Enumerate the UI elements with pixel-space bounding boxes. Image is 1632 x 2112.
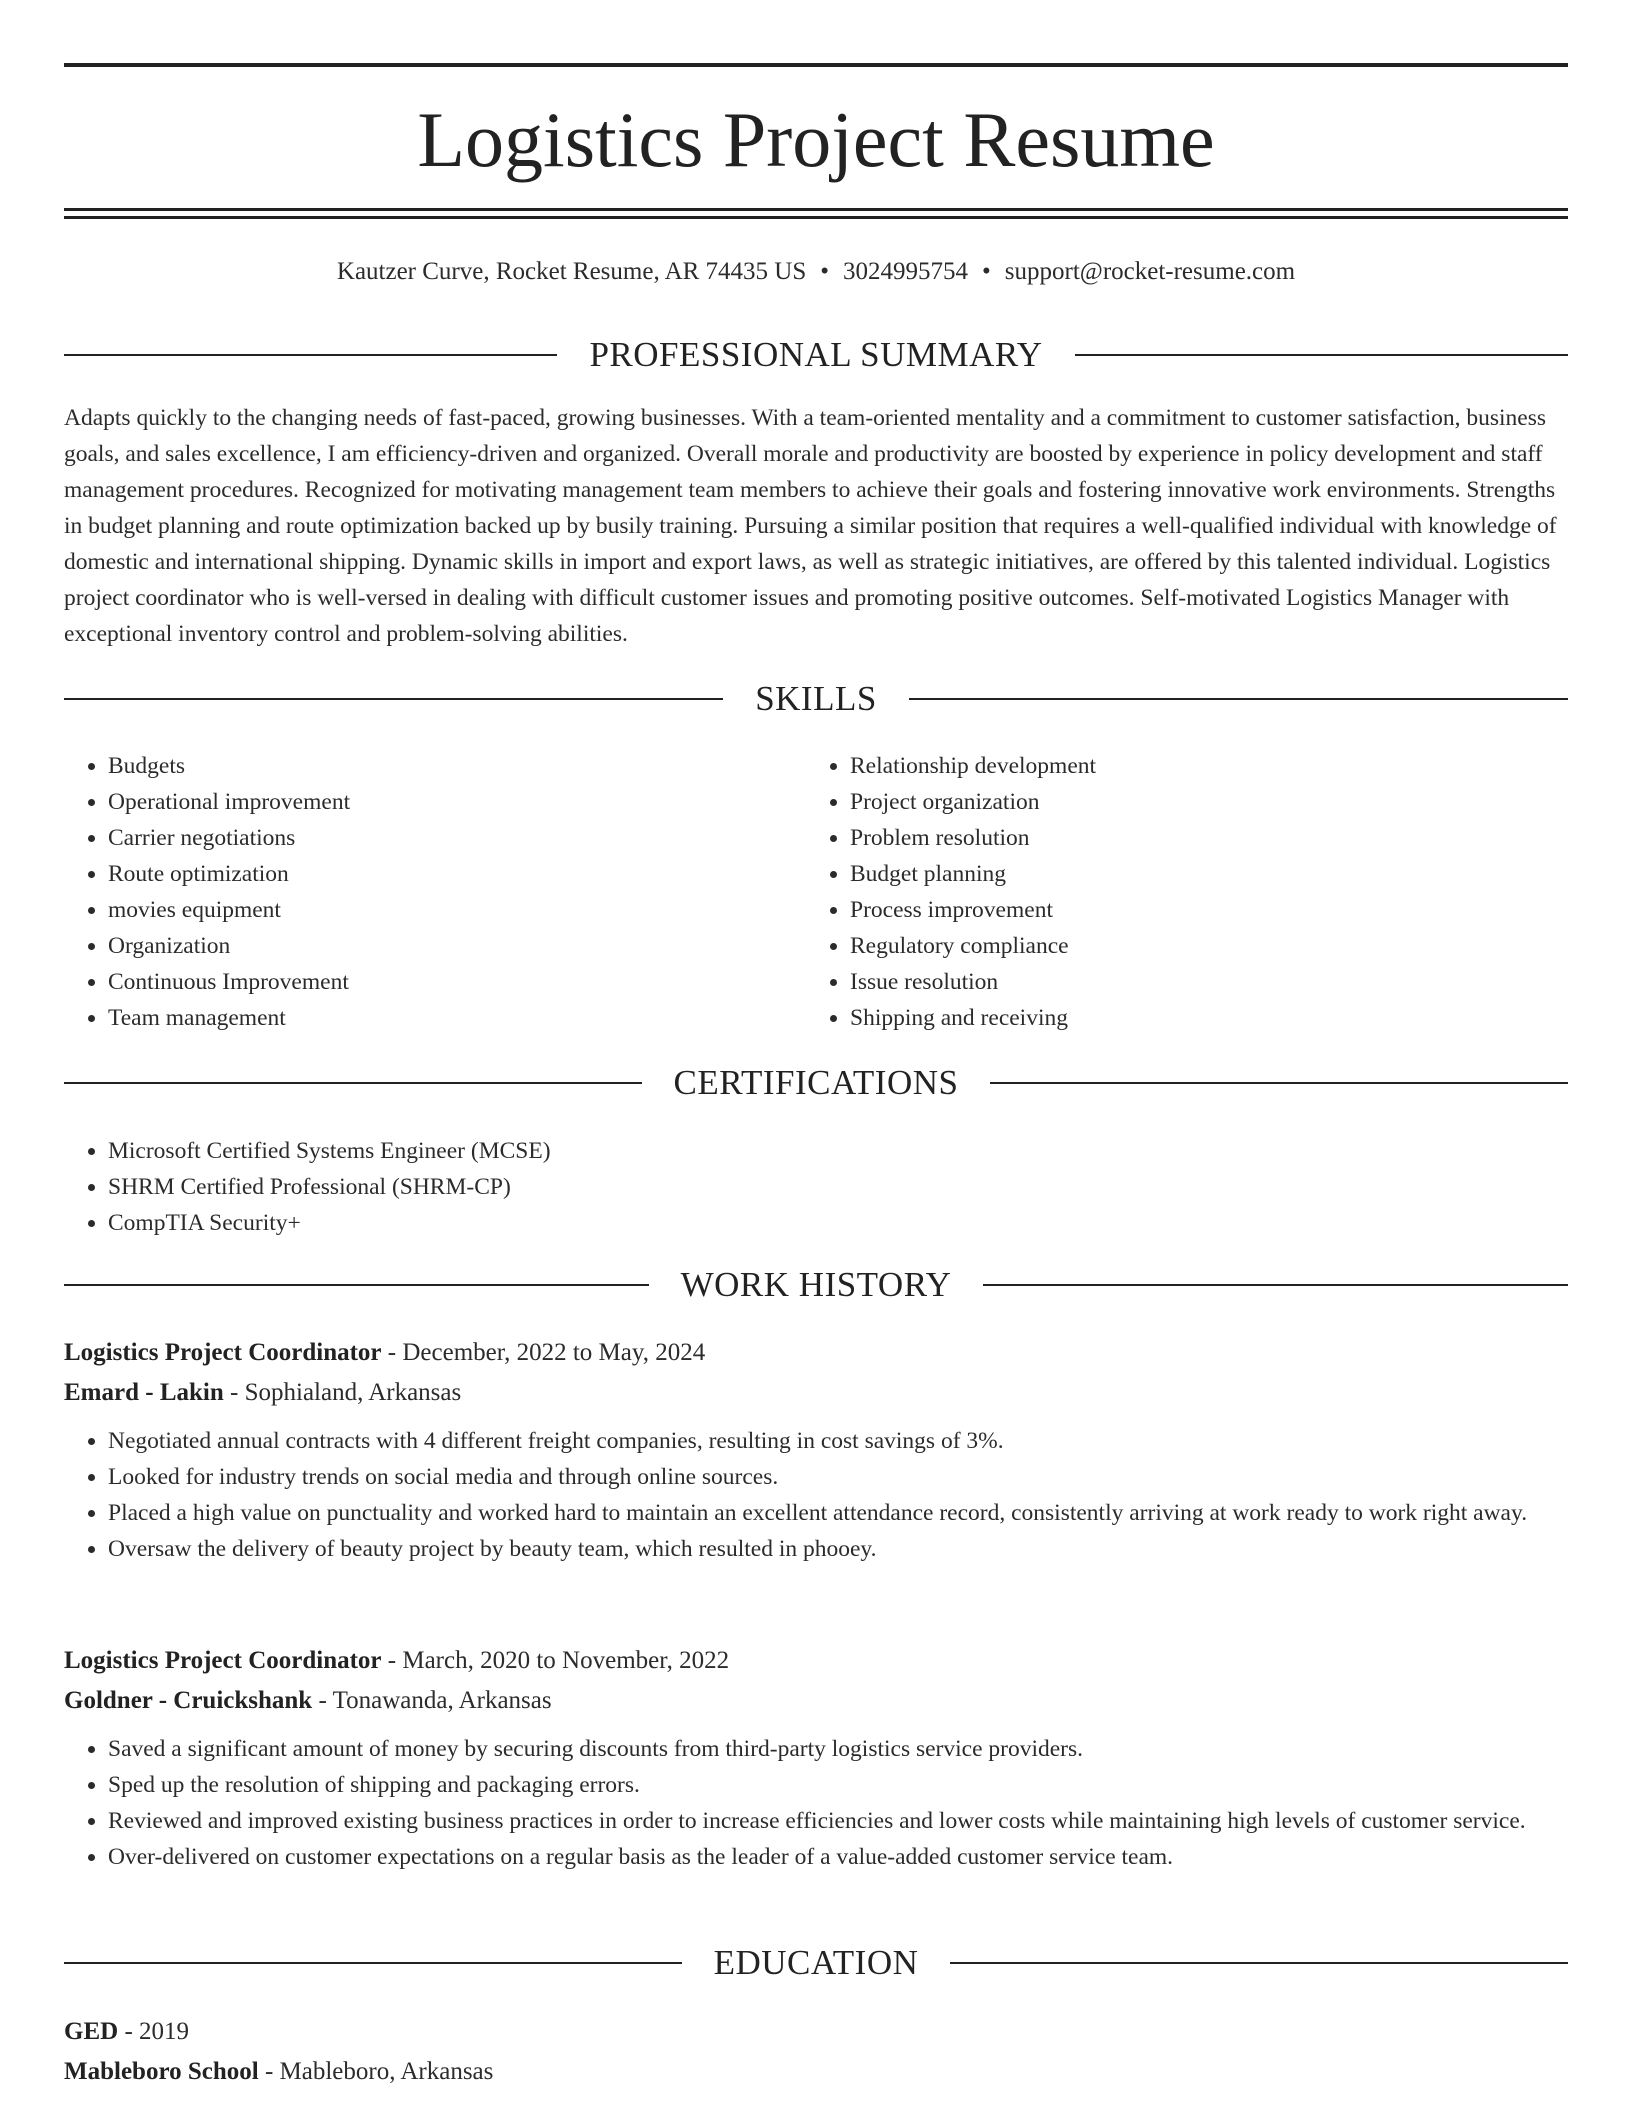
job-duty: • Reviewed and improved existing business practices in order to increase efficiencies and lower costs while maintaining high levels of customer service. [108,1803,1568,1839]
title-rule-lower [64,216,1568,219]
contact-separator: • [820,258,830,285]
skill-item: • Organization [108,928,806,964]
education-school: Mableboro School [64,2058,259,2085]
job-duty: • Over-delivered on customer expectations on a regular basis as the leader of a value-added customer service team. [108,1839,1568,1875]
contact-address: Kautzer Curve, Rocket Resume, AR 74435 US [336,258,807,285]
divider-line [1075,354,1568,356]
job-location: - Sophialand, Arkansas [223,1379,462,1406]
job-dates: - December, 2022 to May, 2024 [381,1339,706,1366]
job-title: Logistics Project Coordinator [64,1647,382,1674]
contact-separator: • [982,258,991,285]
divider-line [64,1962,682,1964]
section-header-work [64,1263,1568,1307]
skill-item: • Project organization [850,784,1548,820]
skill-item: • Regulatory compliance [850,928,1548,964]
job-duty: • Negotiated annual contracts with 4 different freight companies, resulting in cost savings of 3%. [108,1423,1568,1459]
job-duty: • Saved a significant amount of money by securing discounts from third-party logistics service providers. [108,1731,1568,1767]
section-title: EDUCATION [713,1943,919,1982]
divider-line [990,1082,1568,1084]
certification-item: • SHRM Certified Professional (SHRM-CP) [108,1169,1568,1205]
skill-item: • Issue resolution [850,964,1548,1000]
job-company: Goldner - Cruickshank [64,1687,313,1714]
skill-item: • Carrier negotiations [108,820,806,856]
certification-item: • CompTIA Security+ [108,1205,1568,1241]
section-title: WORK HISTORY [680,1265,952,1304]
title-rule-upper [64,208,1568,211]
job-title-line [64,1641,1568,1681]
job-location: - Tonawanda, Arkansas [312,1687,552,1714]
section-header-education [64,1941,1568,1985]
education-location: - Mableboro, Arkansas [258,2058,494,2085]
skill-item: • movies equipment [108,892,806,928]
skill-item: • Process improvement [850,892,1548,928]
job-company-line [64,1373,1568,1413]
summary-text: Adapts quickly to the changing needs of fast-paced, growing businesses. With a team-oriented mentality and a commitment to customer satisfaction, business goals, and sales excellence, I am efficiency-driven and organized. Overall morale and productivity are boosted by experience in policy development and staff management procedures. Recognized for motivating management team members to achieve their goals and fostering innovative work environments. Strengths in budget planning and route optimization backed up by busily training. Pursuing a similar position that requires a well-qualified individual with knowledge of domestic and international shipping. Dynamic skills in import and export laws, as well as strategic initiatives, are offered by this talented individual. Logistics project coordinator who is well-versed in dealing with difficult customer issues and promoting positive outcomes. Self-motivated Logistics Manager with exceptional inventory control and problem-solving abilities. [64,405,1557,647]
education-school-line [64,2052,1568,2092]
job-title-line [64,1333,1568,1373]
education-year: - 2019 [118,2018,190,2045]
job-entry [64,1641,1568,1875]
skill-item: • Relationship development [850,748,1548,784]
skills-column-left [64,748,806,1036]
contact-line [64,254,1568,290]
job-company: Emard - Lakin [64,1379,224,1406]
certification-item: • Microsoft Certified Systems Engineer (MCSE) [108,1133,1568,1169]
job-company-line [64,1681,1568,1721]
job-duty: • Sped up the resolution of shipping and packaging errors. [108,1767,1568,1803]
education-degree-line [64,2012,1568,2052]
job-duties [64,1423,1568,1567]
job-title: Logistics Project Coordinator [64,1339,382,1366]
skill-item: • Shipping and receiving [850,1000,1548,1036]
skill-item: • Problem resolution [850,820,1548,856]
resume-title: Logistics Project Resume [417,96,1215,183]
top-rule [64,63,1568,67]
section-header-summary [64,333,1568,377]
skills-list [64,748,1568,1036]
skill-item: • Continuous Improvement [108,964,806,1000]
section-header-skills [64,677,1568,721]
education-degree: GED [64,2018,119,2045]
job-duty: • Looked for industry trends on social media and through online sources. [108,1459,1568,1495]
contact-email: support@rocket-resume.com [1004,258,1296,285]
divider-line [64,354,557,356]
job-entry [64,1333,1568,1567]
skill-item: • Route optimization [108,856,806,892]
skill-item: • Budget planning [850,856,1548,892]
section-title: CERTIFICATIONS [673,1063,959,1102]
contact-phone: 3024995754 [843,258,969,285]
job-duties [64,1731,1568,1875]
certifications-list [64,1133,1568,1241]
job-dates: - March, 2020 to November, 2022 [381,1647,730,1674]
skill-item: • Team management [108,1000,806,1036]
divider-line [64,1284,649,1286]
education-entry [64,2012,1568,2092]
section-title: SKILLS [755,679,877,718]
divider-line [983,1284,1568,1286]
job-duty: • Oversaw the delivery of beauty project by beauty team, which resulted in phooey. [108,1531,1568,1567]
skill-item: • Operational improvement [108,784,806,820]
divider-line [950,1962,1568,1964]
section-header-certifications [64,1061,1568,1105]
job-duty: • Placed a high value on punctuality and worked hard to maintain an excellent attendance record, consistently arriving at work ready to work right away. [108,1495,1568,1531]
skills-column-right [806,748,1548,1036]
divider-line [64,1082,642,1084]
divider-line [909,698,1568,700]
divider-line [64,698,723,700]
skill-item: • Budgets [108,748,806,784]
section-title: PROFESSIONAL SUMMARY [589,335,1043,374]
